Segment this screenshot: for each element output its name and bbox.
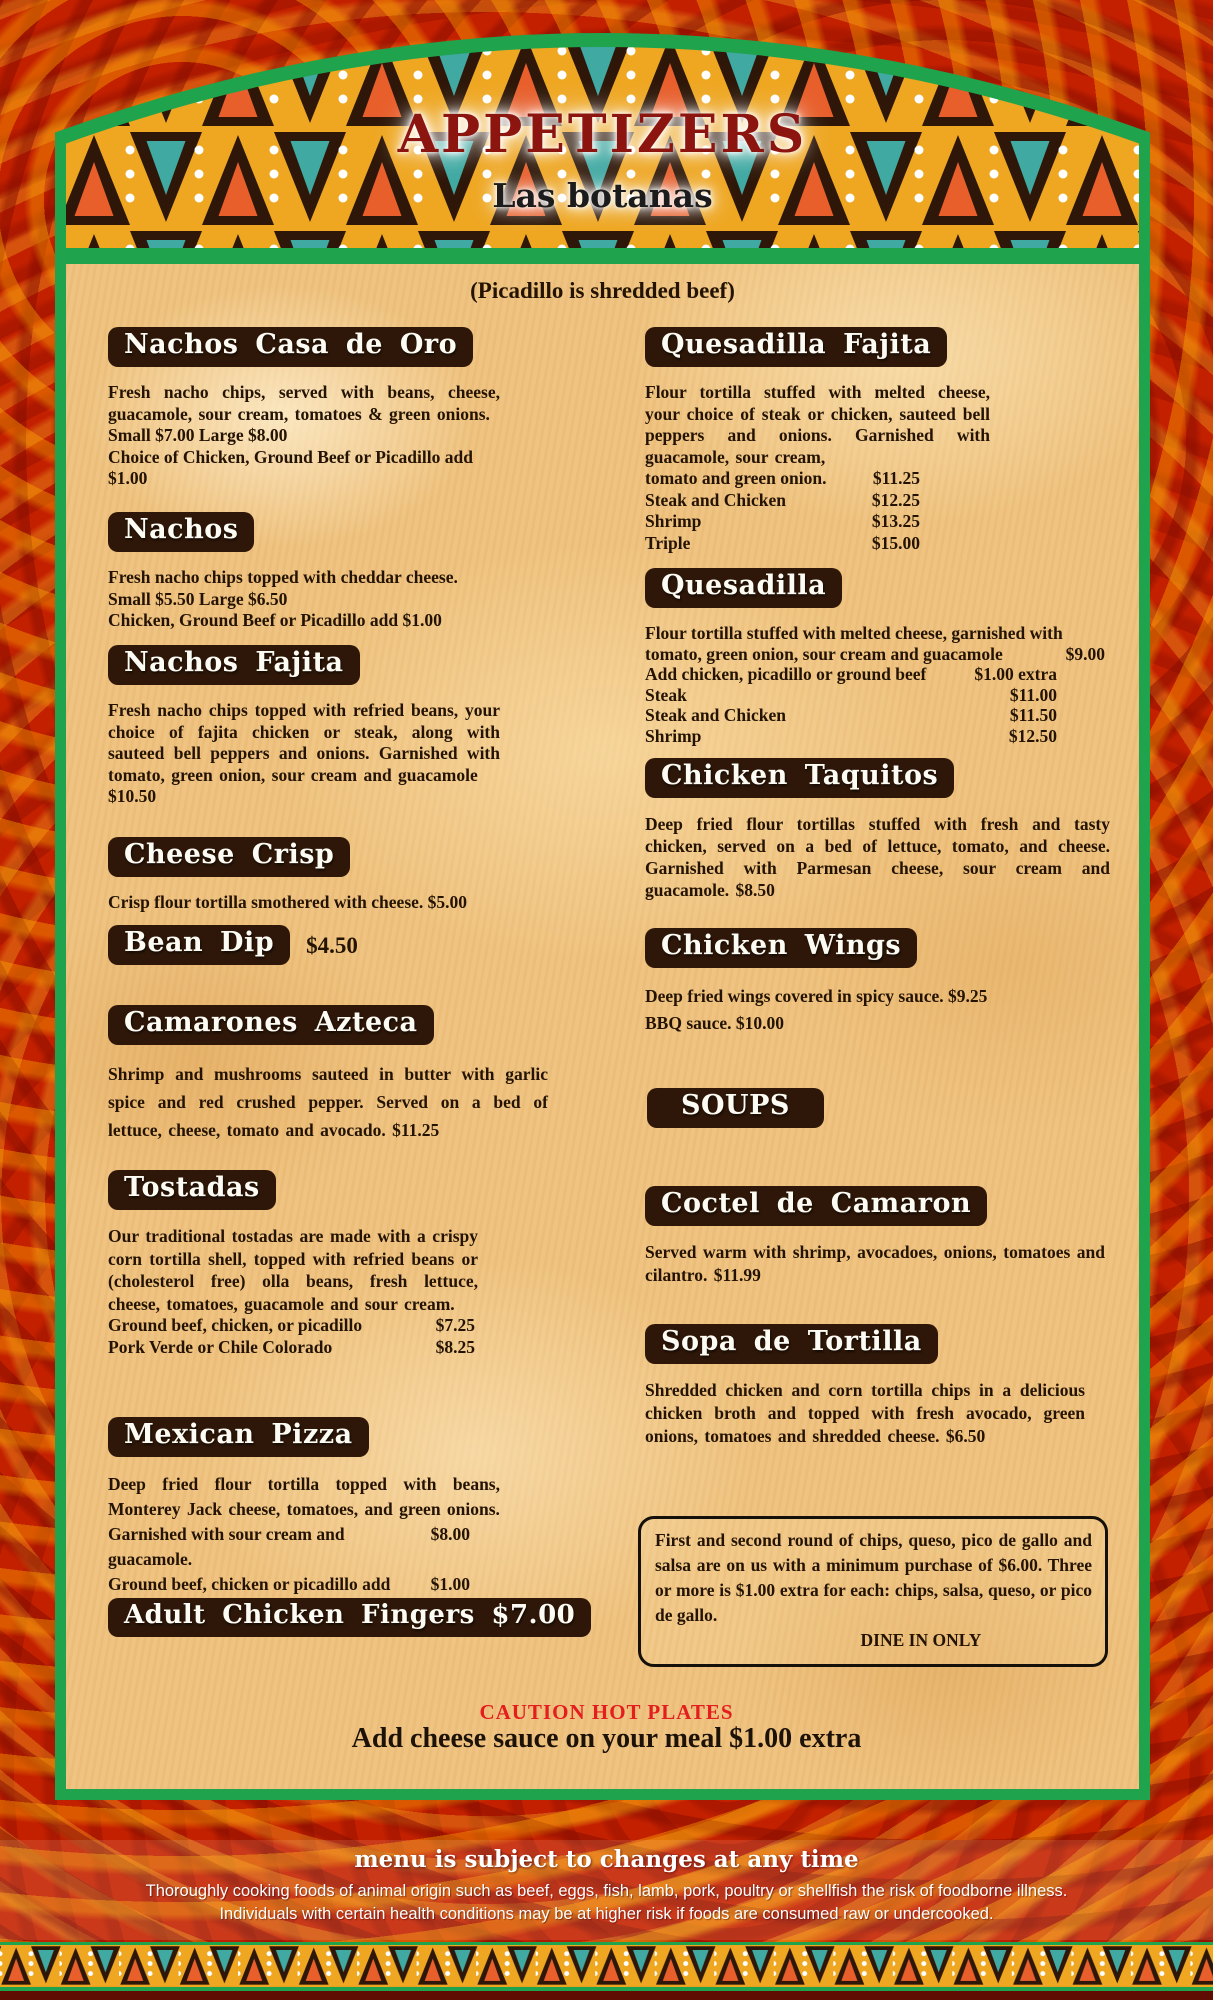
- section-quesadilla: [645, 568, 1113, 746]
- section-title: Sopa de Tortilla: [661, 1326, 922, 1357]
- section-desc: Flour tortilla stuffed with melted cheese, your choice of steak or chicken, sauteed bell peppers and onions. Garnished with guacamole, sour cream,: [645, 382, 990, 467]
- section-chicken-taquitos: [645, 758, 1110, 901]
- section-desc: Shredded chicken and corn tortilla chips in a delicious chicken broth and topped with fresh avocado, green onions, tomatoes and shredded cheese. $6.50: [645, 1380, 1085, 1446]
- section-title: Chicken Wings: [661, 930, 902, 961]
- section-desc: Deep fried flour tortilla topped with beans, Monterey Jack cheese, tomatoes, and green onions.: [108, 1474, 500, 1519]
- item-label: Steak and Chicken: [645, 489, 787, 510]
- price-row: [645, 511, 920, 533]
- item-price: $9.00: [1065, 643, 1105, 664]
- section-title: Mexican Pizza: [124, 1419, 353, 1450]
- section-desc: Flour tortilla stuffed with melted cheese, garnished with: [645, 623, 1063, 643]
- item-label: Steak and Chicken: [645, 705, 787, 725]
- item-label: Shrimp: [645, 511, 702, 531]
- item-label: Shrimp: [645, 725, 702, 746]
- section-title: Nachos Fajita: [124, 647, 344, 678]
- section-desc: Crisp flour tortilla smothered with cheese. $5.00: [108, 892, 468, 912]
- section-header: [108, 1005, 434, 1045]
- section-sopa-de-tortilla: [645, 1324, 1085, 1448]
- section-desc: Served warm with shrimp, avocadoes, onions, tomatoes and cilantro. $11.99: [645, 1242, 1105, 1285]
- section-option: Chicken, Ground Beef or Picadillo add $1.00: [108, 610, 442, 630]
- section-title: Nachos: [124, 514, 239, 545]
- section-header: [108, 327, 473, 367]
- item-label: Add chicken, picadillo or ground beef: [645, 664, 927, 684]
- section-header: [108, 1417, 369, 1457]
- picadillo-note: (Picadillo is shredded beef): [470, 278, 735, 303]
- chips-policy-text: First and second round of chips, queso, pico de gallo and salsa are on us with a minimum purchase of $6.00. Three or more is $1.00 extra for each: chips, salsa, queso, or pico de gallo.: [655, 1530, 1092, 1625]
- health-disclaimer-line2: Individuals with certain health conditions may be at higher risk if foods are consumed raw or undercooked.: [219, 1905, 994, 1923]
- price-row: [645, 533, 920, 555]
- item-price: $1.00 extra: [974, 664, 1057, 684]
- item-price: $8.00: [430, 1524, 470, 1544]
- menu-change-notice: menu is subject to changes at any time: [354, 1846, 859, 1873]
- chips-policy-box: [638, 1516, 1108, 1667]
- section-title: Tostadas: [124, 1172, 260, 1203]
- section-option: Choice of Chicken, Ground Beef or Picadillo add $1.00: [108, 446, 473, 488]
- item-label: Pork Verde or Chile Colorado: [108, 1336, 333, 1357]
- section-header: [645, 928, 917, 968]
- section-title: Quesadilla Fajita: [661, 329, 932, 360]
- item-label: Steak: [645, 684, 687, 705]
- caution-hot-plates: CAUTION HOT PLATES: [479, 1700, 734, 1724]
- section-desc: Fresh nacho chips topped with refried beans, your choice of fajita chicken or steak, along with sauteed bell peppers and onions. Garnished with tomato, green onion, sour cream and guacamole: [108, 700, 500, 785]
- section-quesadilla-fajita: [645, 327, 990, 554]
- section-mexican-pizza: [108, 1417, 500, 1597]
- page-title: APPETIZERS: [397, 104, 808, 165]
- section-soups: [647, 1088, 824, 1143]
- price-row: [108, 1337, 475, 1359]
- item-price: $13.25: [871, 511, 920, 531]
- price-row: [645, 468, 920, 490]
- section-nachos: [108, 512, 508, 632]
- section-header: [108, 1170, 276, 1210]
- health-disclaimer: [0, 1880, 1213, 1926]
- section-nachos-casa-de-oro: [108, 327, 500, 490]
- item-label: Ground beef, chicken or picadillo add: [108, 1574, 391, 1594]
- section-desc: Fresh nacho chips, served with beans, cheese, guacamole, sour cream, tomatoes & green onions.: [108, 382, 500, 424]
- section-nachos-fajita: [108, 645, 500, 808]
- section-title: Coctel de Camaron: [661, 1188, 972, 1219]
- section-header: [645, 758, 954, 798]
- section-desc: BBQ sauce. $10.00: [645, 1013, 785, 1033]
- section-header: [108, 925, 290, 965]
- section-price: $4.50: [306, 933, 358, 958]
- section-title: Cheese Crisp: [124, 839, 335, 870]
- section-coctel-de-camaron: [645, 1186, 1105, 1287]
- section-title: Camarones Azteca: [124, 1007, 418, 1038]
- dine-in-only-label: DINE IN ONLY: [860, 1630, 982, 1650]
- item-price: $8.25: [435, 1336, 475, 1357]
- item-label: tomato and green onion.: [645, 468, 827, 488]
- section-title: Adult Chicken Fingers $7.00: [124, 1600, 576, 1630]
- section-option: Small $5.50 Large $6.50: [108, 588, 288, 609]
- item-price: $11.00: [1009, 684, 1057, 705]
- section-header: [645, 1186, 987, 1226]
- price-row: [645, 705, 1057, 726]
- item-price: $12.25: [871, 489, 920, 510]
- section-header: [108, 837, 350, 877]
- health-disclaimer-line1: Thoroughly cooking foods of animal origin such as beef, eggs, fish, lamb, pork, poultry or shellfish the risk of foodborne illness.: [145, 1882, 1068, 1900]
- item-label: Garnished with sour cream and guacamole.: [108, 1524, 345, 1569]
- section-title: SOUPS: [681, 1090, 790, 1121]
- section-cheese-crisp: [108, 837, 528, 914]
- section-title: Bean Dip: [124, 927, 275, 958]
- bottom-pattern-strip: [0, 1942, 1213, 1991]
- section-header: [645, 1324, 938, 1364]
- item-price: $7.25: [435, 1315, 475, 1335]
- section-adult-chicken-fingers: [108, 1598, 591, 1652]
- section-desc: Shrimp and mushrooms sauteed in butter with garlic spice and red crushed pepper. Served on a bed of lettuce, cheese, tomato and avocado. $11.25: [108, 1064, 548, 1140]
- price-row: [108, 1522, 470, 1572]
- section-price: $10.50: [108, 786, 157, 806]
- section-header: [645, 327, 947, 367]
- price-row: [645, 726, 1057, 747]
- section-title: Quesadilla: [661, 570, 827, 601]
- section-bean-dip: [108, 925, 528, 965]
- item-label: Triple: [645, 532, 691, 553]
- price-row: [645, 685, 1057, 706]
- section-title: Chicken Taquitos: [661, 760, 939, 791]
- section-header: [645, 568, 842, 608]
- item-price: $11.25: [872, 468, 920, 488]
- section-desc: Deep fried flour tortillas stuffed with fresh and tasty chicken, served on a bed of lettuce, tomato, and cheese. Garnished with Parmesan cheese, sour cream and guacamole. $8.50: [645, 814, 1110, 900]
- price-row: [645, 644, 1105, 665]
- cheese-sauce-note: Add cheese sauce on your meal $1.00 extra: [351, 1723, 862, 1754]
- section-option: Small $7.00 Large $8.00: [108, 425, 288, 445]
- price-row: [108, 1315, 475, 1337]
- item-label: tomato, green onion, sour cream and guacamole: [645, 643, 1003, 664]
- price-row: [108, 1572, 470, 1597]
- page-subtitle: Las botanas: [492, 176, 713, 215]
- bottom-dark-bar: [0, 1991, 1213, 2000]
- section-desc: Our traditional tostadas are made with a crispy corn tortilla shell, topped with refried beans or (cholesterol free) olla beans, fresh lettuce, cheese, tomatoes, guacamole and sour cream.: [108, 1226, 478, 1314]
- section-desc: Deep fried wings covered in spicy sauce. $9.25: [645, 986, 988, 1006]
- section-camarones-azteca: [108, 1005, 548, 1144]
- item-price: $12.50: [1008, 725, 1057, 746]
- section-title: Nachos Casa de Oro: [124, 329, 458, 360]
- triangle-pattern: [0, 1945, 1213, 1987]
- item-price: $15.00: [871, 532, 920, 553]
- section-header: [647, 1088, 824, 1128]
- section-desc: Fresh nacho chips topped with cheddar cheese.: [108, 567, 458, 587]
- item-price: $11.50: [1009, 705, 1057, 725]
- price-row: [645, 664, 1057, 685]
- section-header: [108, 645, 360, 685]
- item-price: $1.00: [430, 1574, 470, 1594]
- section-header: [108, 1598, 591, 1637]
- section-chicken-wings: [645, 928, 1110, 1037]
- item-label: Ground beef, chicken, or picadillo: [108, 1315, 363, 1335]
- section-header: [108, 512, 254, 552]
- price-row: [645, 490, 920, 512]
- section-tostadas: [108, 1170, 478, 1358]
